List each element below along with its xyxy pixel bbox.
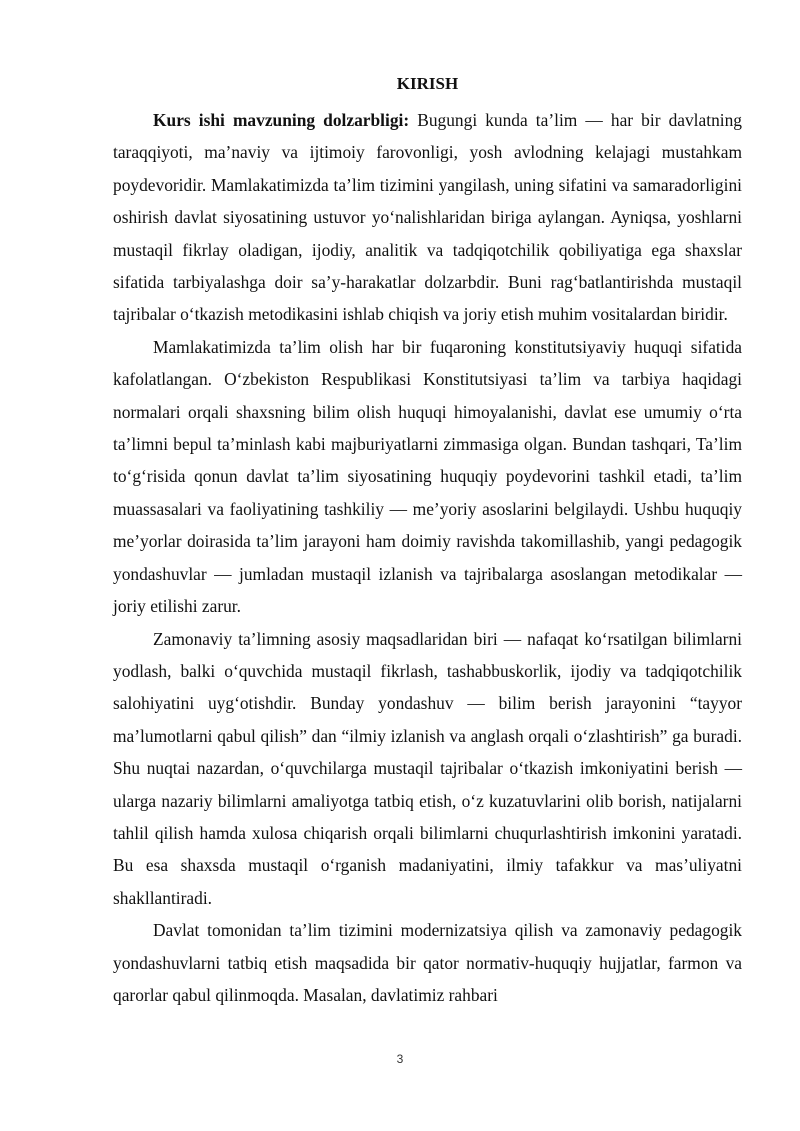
document-page <box>113 74 742 1011</box>
page-number: 3 <box>396 1052 404 1066</box>
paragraph-relevance <box>113 104 742 331</box>
paragraph-constitution: Mamlakatimizda ta’lim olish har bir fuqaroning konstitutsiyaviy huquqi sifatida kafolatlangan. O‘zbekiston Respublikasi Konstitutsiyasi ta’lim va tarbiya haqidagi normalari orqali shaxsning bilim olish huquqi himoyalanishi, davlat ese umumiy o‘rta ta’limni bepul ta’minlash kabi majburiyatlarni zimmasiga olgan. Bundan tashqari, Ta’lim to‘g‘risida qonun davlat ta’lim siyosatining huquqiy poydevorini tashkil etadi, ta’lim muassasalari va faoliyatining tashkiliy — me’yoriy asoslarini belgilaydi. Ushbu huquqiy me’yorlar doirasida ta’lim jarayoni ham doimiy ravishda takomillashib, yangi pedagogik yondashuvlar — jumladan mustaqil izlanish va tajribalarga asoslangan metodikalar — joriy etilishi zarur. <box>113 336 742 617</box>
document-title: KIRISH <box>396 74 459 93</box>
paragraph-modern-education: Zamonaviy ta’limning asosiy maqsadlaridan biri — nafaqat ko‘rsatilgan bilimlarni yodlash, balki o‘quvchida mustaqil fikrlash, tashabbuskorlik, ijodiy va tadqiqotchilik salohiyatini uyg‘otishdir. Bunday yondashuv — bilim berish jarayonini “tayyor ma’lumotlarni qabul qilish” dan “ilmiy izlanish va anglash orqali o‘zlashtirish” ga buradi. Shu nuqtai nazardan, o‘quvchilarga mustaqil tajribalar o‘tkazish imkoniyatini berish — ularga nazariy bilimlarni amaliyotga tatbiq etish, o‘z kuzatuvlarini olib borish, natijalarni tahlil qilish hamda xulosa chiqarish orqali bilimlarni chuqurlashtirish imkonini yaratadi. Bu esa shaxsda mustaqil o‘rganish madaniyatini, ilmiy tafakkur va mas’uliyatni shakllantiradi. <box>113 628 742 908</box>
paragraph-state-modernization: Davlat tomonidan ta’lim tizimini modernizatsiya qilish va zamonaviy pedagogik yondashuvlarni tatbiq etish maqsadida bir qator normativ-huquqiy hujjatlar, farmon va qarorlar qabul qilinmoqda. Masalan, davlatimiz rahbari <box>113 920 742 1005</box>
paragraph-text: Bugungi kunda ta’lim — har bir davlatning taraqqiyoti, ma’naviy va ijtimoiy farovonligi, yosh avlodning kelajagi mustahkam poydevoridir. Mamlakatimizda ta’lim tizimini yangilash, uning sifatini va samaradorligini oshirish davlat siyosatining ustuvor yo‘nalishlaridan biriga aylangan. Ayniqsa, yoshlarni mustaqil fikrlay oladigan, ijodiy, analitik va tadqiqotchilik qobiliyatiga ega shaxslar sifatida tarbiyalashga doir sa’y-harakatlar dolzarbdir. Buni rag‘batlantirishda mustaqil tajribalar o‘tkazish metodikasini ishlab chiqish va joriy etish muhim vositalardan biridir. <box>113 110 742 325</box>
paragraph-lead-heading: Kurs ishi mavzuning dolzarbligi: <box>153 110 410 130</box>
